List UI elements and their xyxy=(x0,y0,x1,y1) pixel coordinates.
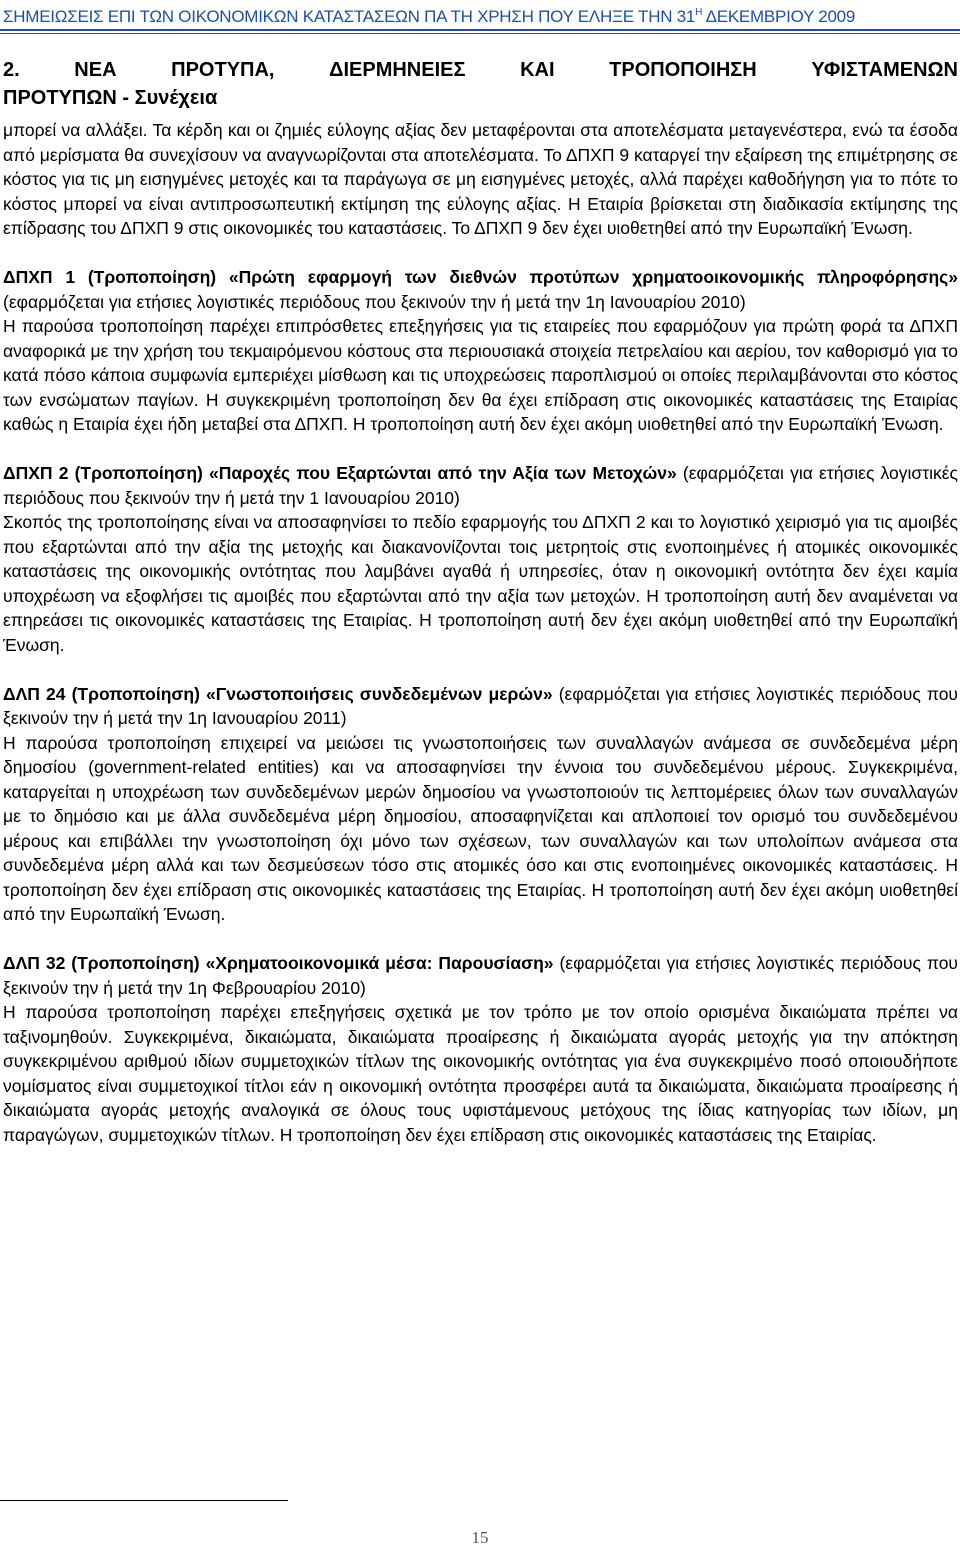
header-superscript: Η xyxy=(695,7,703,18)
heading-word: ΥΦΙΣΤΑΜΕΝΩΝ xyxy=(811,59,958,81)
header-rule xyxy=(0,29,960,31)
heading-number: 2. xyxy=(3,59,20,81)
section-heading-line-2: ΠΡΟΤΥΠΩΝ - Συνέχεια xyxy=(3,87,218,109)
heading-word: ΤΡΟΠΟΠΟΙΗΣΗ xyxy=(609,59,757,81)
paragraph-ifrs9-continued: μπορεί να αλλάξει. Τα κέρδη και οι ζημιές εύλογης αξίας δεν μεταφέρονται στα αποτελέσματα μεταγενέστερα, ενώ τα έσοδα από μερίσματα θα συνεχίσουν να αναγνωρίζονται στα αποτελέσματα. Το ΔΠΧΠ 9 καταργεί την εξαίρεση της επιμέτρησης σε κόστος για τις μη εισηγμένες μετοχές και τα παράγωγα σε μη εισηγμένες μετοχές, αλλά παρέχει καθοδήγηση για το πότε το κόστος μπορεί να είναι αντιπροσωπευτική εκτίμηση της εύλογης αξίας. Η Εταιρία βρίσκεται στη διαδικασία εκτίμησης της επίδρασης του ΔΠΧΠ 9 στις οικονομικές του καταστάσεις. Το ΔΠΧΠ 9 δεν έχει υιοθετηθεί από την Ευρωπαϊκή Ένωση. xyxy=(3,120,958,238)
section-heading xyxy=(3,56,958,112)
running-header xyxy=(3,2,958,28)
standard-ifrs1-heading xyxy=(3,265,958,314)
heading-word: ΝΕΑ xyxy=(74,59,117,81)
standard-ifrs2-heading xyxy=(3,461,958,510)
standard-ias32-body: Η παρούσα τροποποίηση παρέχει επεξηγήσεις σχετικά με τον τρόπο με τον οποίο ορισμένα δικαιώματα πρέπει να ταξινομηθούν. Συγκεκριμένα, δικαιώματα, δικαιώματα προαίρεσης ή δικαιώματα αγοράς μετοχής για την απόκτηση συγκεκριμένου αριθμού ιδίων συμμετοχικών τίτλων της οικονομικής οντότητας για ένα συγκεκριμένο ποσό οποιουδήποτε νομίσματος είναι συμμετοχικοί τίτλοι εάν η οικονομική οντότητα προσφέρει αυτά τα δικαιώματα, δικαιώματα προαίρεσης ή δικαιώματα αγοράς μετοχής αναλογικά σε όλους τους υφιστάμενους μετόχους της ίδιας κατηγορίας των ιδίων, μη παραγώγων, συμμετοχικών τίτλων. Η τροποποίηση δεν έχει επίδραση στις οικονομικές καταστάσεις της Εταιρίας. xyxy=(3,1002,958,1145)
heading-word: ΚΑΙ xyxy=(520,59,555,81)
standard-effective-date: (εφαρμόζεται για ετήσιες λογιστικές περιόδους που ξεκινούν την ή μετά την 1η Φεβρουαρίου 2010) xyxy=(3,953,958,998)
standard-title: ΔΠΧΠ 2 (Τροποποίηση) «Παροχές που Εξαρτώνται από την Αξία των Μετοχών» xyxy=(3,463,677,483)
standard-effective-date: (εφαρμόζεται για ετήσιες λογιστικές περιόδους που ξεκινούν την ή μετά την 1η Ιανουαρίου 2011) xyxy=(3,683,958,728)
standard-ifrs1-body: Η παρούσα τροποποίηση παρέχει επιπρόσθετες επεξηγήσεις για τις εταιρείες που εφαρμόζουν για πρώτη φορά τα ΔΠΧΠ αναφορικά με την χρήση του τεκμαιρόμενου κόστους στα περιουσιακά στοιχεία πετρελαίου και αερίου, τον καθορισμό για το κατά πόσο κάποια συμφωνία εμπεριέχει μίσθωση και τις υποχρεώσεις παροπλισμού οι οποίες περιλαμβάνονται στο κόστος των ενσώματων παγίων. Η συγκεκριμένη τροποποίηση δεν θα έχει επίδραση στις οικονομικές καταστάσεις της Εταιρίας καθώς η Εταιρία έχει ήδη μεταβεί στα ΔΠΧΠ. Η τροποποίηση αυτή δεν έχει ακόμη υιοθετηθεί από την Ευρωπαϊκή Ένωση. xyxy=(3,316,958,434)
standard-ias32-heading xyxy=(3,951,958,1000)
footnote-rule xyxy=(0,1500,288,1501)
standard-title: ΔΛΠ 24 (Τροποποίηση) «Γνωστοποιήσεις συνδεδεμένων μερών» xyxy=(3,683,553,704)
section-heading-line-1 xyxy=(3,56,958,84)
heading-word: ΠΡΟΤΥΠΑ, xyxy=(171,59,275,81)
standard-ias24-heading xyxy=(3,682,958,731)
standard-ifrs2-body: Σκοπός της τροποποίησης είναι να αποσαφηνίσει το πεδίο εφαρμογής του ΔΠΧΠ 2 και το λογιστικό χειρισμό για τις αμοιβές που εξαρτώνται από την αξία της μετοχής και διακανονίζονται τοις μετρητοίς στις ενοποιημένες ή ατομικές οικονομικές καταστάσεις της οικονομικής οντότητας που λαμβάνει αγαθά ή υπηρεσίες, όταν η οικονομική οντότητα δεν έχει καμία υποχρέωση να εξοφλήσει τις αμοιβές που εξαρτώνται από την αξία των μετοχών. Η τροποποίηση αυτή δεν αναμένεται να επηρεάσει τις οικονομικές καταστάσεις της Εταιρίας. Η τροποποίηση αυτή δεν έχει ακόμη υιοθετηθεί από την Ευρωπαϊκή Ένωση. xyxy=(3,512,958,655)
page-number: 15 xyxy=(471,1528,489,1547)
standard-effective-date: (εφαρμόζεται για ετήσιες λογιστικές περιόδους που ξεκινούν την ή μετά την 1 Ιανουαρίου 2010) xyxy=(3,463,958,508)
standard-title: ΔΛΠ 32 (Τροποποίηση) «Χρηματοοικονομικά μέσα: Παρουσίαση» xyxy=(3,953,554,973)
header-text-tail: ΔΕΚΕΜΒΡΙΟΥ 2009 xyxy=(702,7,856,26)
header-text: ΣΗΜΕΙΩΣΕΙΣ ΕΠΙ ΤΩΝ ΟΙΚΟΝΟΜΙΚΩΝ ΚΑΤΑΣΤΑΣΕΩΝ ΠΑ ΤΗ ΧΡΗΣΗ ΠΟΥ ΕΛΗΞΕ ΤΗΝ 31 xyxy=(3,7,696,26)
heading-word: ΔΙΕΡΜΗΝΕΙΕΣ xyxy=(329,59,466,81)
document-body xyxy=(3,118,958,1147)
standard-effective-date: (εφαρμόζεται για ετήσιες λογιστικές περιόδους που ξεκινούν την ή μετά την 1η Ιανουαρίου 2010) xyxy=(3,291,746,312)
standard-title: ΔΠΧΠ 1 (Τροποποίηση) «Πρώτη εφαρμογή των διεθνών προτύπων χρηματοοικονομικής πληροφόρησης» xyxy=(3,267,958,287)
header-rule-thin xyxy=(0,33,960,34)
standard-ias24-body: Η παρούσα τροποποίηση επιχειρεί να μειώσει τις γνωστοποιήσεις των συναλλαγών ανάμεσα σε συνδεδεμένα μέρη δημοσίου (government-related entities) και να αποσαφηνίσει την έννοια του συνδεδεμένου μέρους. Συγκεκριμένα, καταργείται η υποχρέωση των συνδεδεμένων μερών δημοσίου να γνωστοποιούν τις λεπτομέρειες όλων των συναλλαγών με το δημόσιο και με άλλα συνδεδεμένα μέρη δημοσίου, αποσαφηνίζεται και απλοποιεί τον ορισμό του συνδεδεμένου μέρους και επιβάλλει την γνωστοποίηση όχι μόνο των σχέσεων, των συναλλαγών και των υπολοίπων ανάμεσα στα συνδεδεμένα μέρη αλλά και των δεσμεύσεων τόσο στις ατομικές όσο και στις ενοποιημένες οικονομικές καταστάσεις. Η τροποποίηση δεν έχει επίδραση στις οικονομικές καταστάσεις της Εταιρίας. Η τροποποίηση αυτή δεν έχει ακόμη υιοθετηθεί από την Ευρωπαϊκή Ένωση. xyxy=(3,732,958,924)
